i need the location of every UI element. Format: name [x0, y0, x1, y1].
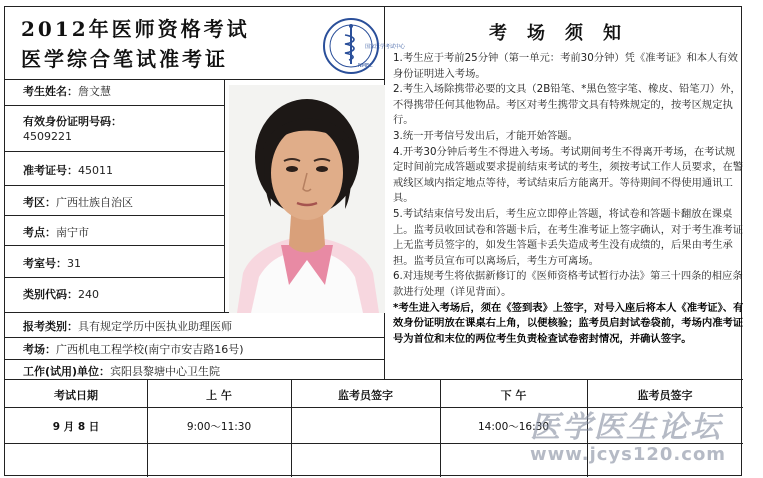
- divider: [5, 185, 224, 186]
- category-row: [23, 286, 99, 302]
- region-label: 考区：: [23, 196, 56, 209]
- notice-item: 3.统一开考信号发出后，才能开始答题。: [393, 129, 578, 142]
- site-watermark: [530, 402, 760, 472]
- divider: [5, 379, 743, 380]
- id-value-row: [23, 130, 72, 143]
- ticket-value: 45011: [78, 164, 113, 177]
- work-row: [23, 363, 220, 379]
- room-label: 考室号：: [23, 257, 67, 270]
- venue-label: 考场：: [23, 343, 56, 356]
- notice-item: 6.对违规考生将依据新修订的《医师资格考试暂行办法》第三十四条的相应条款进行处理（详见背面）。: [393, 270, 743, 298]
- site-label: 考点：: [23, 226, 56, 239]
- region-value: 广西壮族自治区: [56, 196, 133, 209]
- room-value: 31: [67, 257, 81, 270]
- divider: [5, 79, 384, 80]
- type-row: [23, 318, 232, 334]
- region-row: [23, 194, 133, 210]
- emblem-text: 国家医学考试中心: [365, 44, 406, 50]
- id-label: 有效身份证明号码：: [23, 115, 122, 128]
- notice-item: 1.考生应于考前25分钟（第一单元：考前30分钟）凭《准考证》和本人有效身份证明进入考场。: [393, 52, 738, 80]
- type-label: 报考类别：: [23, 320, 78, 333]
- id-value: 4509221: [23, 130, 72, 143]
- watermark-line1: 医学医生论坛: [530, 410, 722, 445]
- divider: [5, 215, 224, 216]
- notice-body: [393, 51, 744, 347]
- divider: [5, 245, 224, 246]
- venue-row: [23, 341, 244, 357]
- divider: [5, 151, 224, 152]
- header-proctor-sign-am: 监考员签字: [338, 389, 393, 402]
- site-value: 南宁市: [56, 226, 89, 239]
- venue-value: 广西机电工程学校(南宁市安吉路16号): [56, 343, 244, 356]
- candidate-photo: [229, 85, 385, 313]
- header-afternoon: 下 午: [500, 389, 527, 402]
- afternoon-time: 14:00～16:30: [477, 421, 550, 433]
- ticket-row: [23, 162, 113, 178]
- watermark-line2: www.jcys120.com: [530, 444, 727, 465]
- divider: [5, 277, 224, 278]
- divider: [5, 359, 384, 360]
- type-value: 具有规定学历中医执业助理医师: [78, 320, 232, 333]
- name-row: [23, 83, 111, 99]
- ticket-label: 准考证号：: [23, 164, 78, 177]
- ticket-title-line1: 2012年医师资格考试: [21, 17, 250, 41]
- room-row: [23, 255, 81, 271]
- notice-item: 4.开考30分钟后考生不得进入考场。考试期间考生不得离开考场，在考试规定时间前完成答题或要求提前结束考试的考生，须按考试工作人员要求，在警戒线区域内指定地点等待，考试结束后方能离开。等待期间不得使用通讯工具。: [393, 145, 744, 205]
- category-value: 240: [78, 288, 99, 301]
- nmec-emblem-icon: [322, 17, 406, 75]
- divider: [224, 79, 225, 312]
- notice-title: 考场须知: [489, 23, 641, 44]
- name-value: 詹文慧: [78, 85, 111, 98]
- id-row: [23, 113, 122, 129]
- work-value: 宾阳县黎塘中心卫生院: [110, 365, 221, 378]
- emblem-sub: NMEC: [358, 63, 373, 69]
- notice-item: 5.考试结束信号发出后，考生应立即停止答题，将试卷和答题卡翻放在课桌上。监考员收回试卷和答题卡后，在考生准考证上签字确认，对于考生准考证上无监考员签字的，如发生答题卡丢失造成考生没有成绩的，后果由考生承担。监考员宣布可以离场后，考生方可离场。: [393, 207, 744, 267]
- morning-time: 9:00～11:30: [186, 421, 252, 433]
- name-label: 考生姓名：: [23, 85, 78, 98]
- notice-item: 2.考生入场除携带必要的文具（2B铅笔、*黑色签字笔、橡皮、铅笔刀）外，不得携带任何其他物品。考区对考生携带文具有特殊规定的，按考区规定执行。: [393, 83, 741, 127]
- header-proctor-sign-pm: 监考员签字: [637, 389, 693, 402]
- header-exam-date: 考试日期: [54, 389, 98, 402]
- divider: [5, 105, 224, 106]
- work-label: 工作(试用)单位：: [23, 365, 111, 378]
- category-label: 类别代码：: [23, 288, 78, 301]
- exam-date: 9 月 8 日: [52, 421, 100, 433]
- divider: [5, 337, 384, 338]
- header-morning: 上 午: [206, 389, 232, 402]
- site-row: [23, 224, 89, 240]
- ticket-title-line2: 医学综合笔试准考证: [21, 47, 228, 71]
- notice-emphasis: *考生进入考场后，须在《签到表》上签字，对号入座后将本人《准考证》、有效身份证明放在课桌右上角，以便核验；监考员启封试卷袋前，考场内准考证号为首位和末位的两位考生负责检查试卷密封情况，并确认签字。: [393, 301, 744, 345]
